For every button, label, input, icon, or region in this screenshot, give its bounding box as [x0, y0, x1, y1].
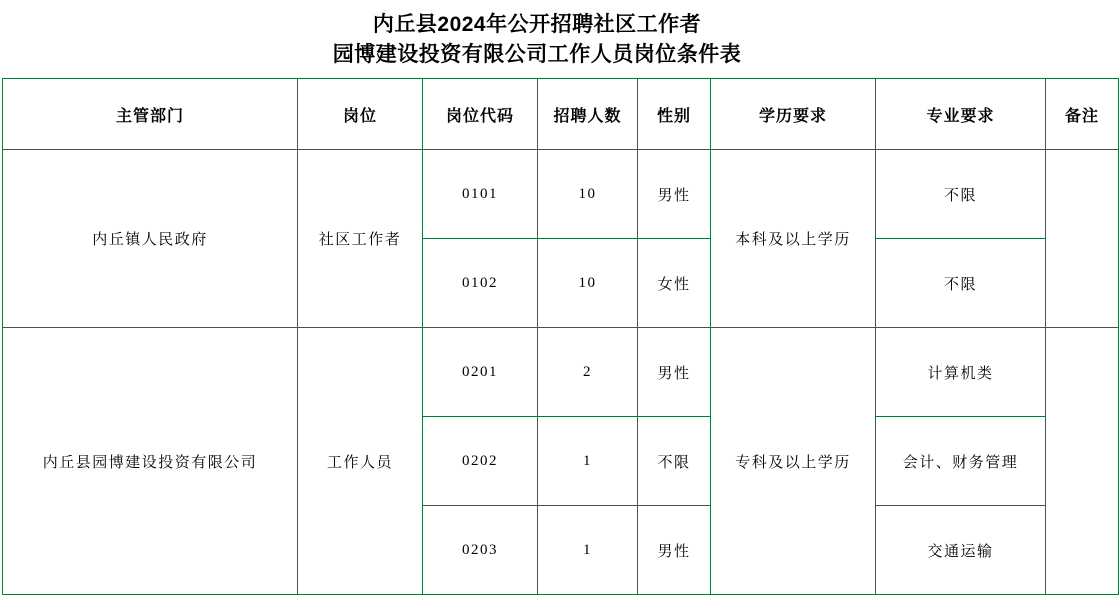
cell-major: 交通运输 — [876, 506, 1046, 595]
cell-remark — [1046, 150, 1119, 328]
cell-gender: 男性 — [638, 506, 711, 595]
cell-post-code: 0102 — [423, 239, 538, 328]
cell-post-code: 0101 — [423, 150, 538, 239]
cell-recruit-count: 1 — [538, 506, 638, 595]
cell-post-code: 0201 — [423, 328, 538, 417]
cell-gender: 男性 — [638, 150, 711, 239]
cell-major: 不限 — [876, 150, 1046, 239]
cell-major: 计算机类 — [876, 328, 1046, 417]
cell-education: 本科及以上学历 — [711, 150, 876, 328]
cell-major: 不限 — [876, 239, 1046, 328]
header-remark: 备注 — [1046, 79, 1119, 150]
title-line-1: 内丘县2024年公开招聘社区工作者 — [372, 13, 702, 36]
cell-gender: 不限 — [638, 417, 711, 506]
cell-major: 会计、财务管理 — [876, 417, 1046, 506]
cell-post-code: 0202 — [423, 417, 538, 506]
header-department: 主管部门 — [3, 79, 298, 150]
cell-gender: 男性 — [638, 328, 711, 417]
cell-education: 专科及以上学历 — [711, 328, 876, 595]
cell-post: 社区工作者 — [298, 150, 423, 328]
cell-remark — [1046, 328, 1119, 595]
header-education: 学历要求 — [711, 79, 876, 150]
header-gender: 性别 — [638, 79, 711, 150]
document-title — [0, 0, 1074, 78]
cell-post-code: 0203 — [423, 506, 538, 595]
cell-department: 内丘镇人民政府 — [3, 150, 298, 328]
cell-department: 内丘县园博建设投资有限公司 — [3, 328, 298, 595]
job-conditions-table — [2, 78, 1119, 595]
table-header-row — [3, 79, 1119, 150]
cell-recruit-count: 2 — [538, 328, 638, 417]
cell-recruit-count: 10 — [538, 150, 638, 239]
header-recruit-count: 招聘人数 — [538, 79, 638, 150]
header-post: 岗位 — [298, 79, 423, 150]
title-line-2: 园博建设投资有限公司工作人员岗位条件表 — [332, 43, 742, 66]
table-row — [3, 328, 1119, 417]
header-post-code: 岗位代码 — [423, 79, 538, 150]
cell-post: 工作人员 — [298, 328, 423, 595]
cell-recruit-count: 10 — [538, 239, 638, 328]
cell-gender: 女性 — [638, 239, 711, 328]
table-row — [3, 150, 1119, 239]
header-major: 专业要求 — [876, 79, 1046, 150]
cell-recruit-count: 1 — [538, 417, 638, 506]
